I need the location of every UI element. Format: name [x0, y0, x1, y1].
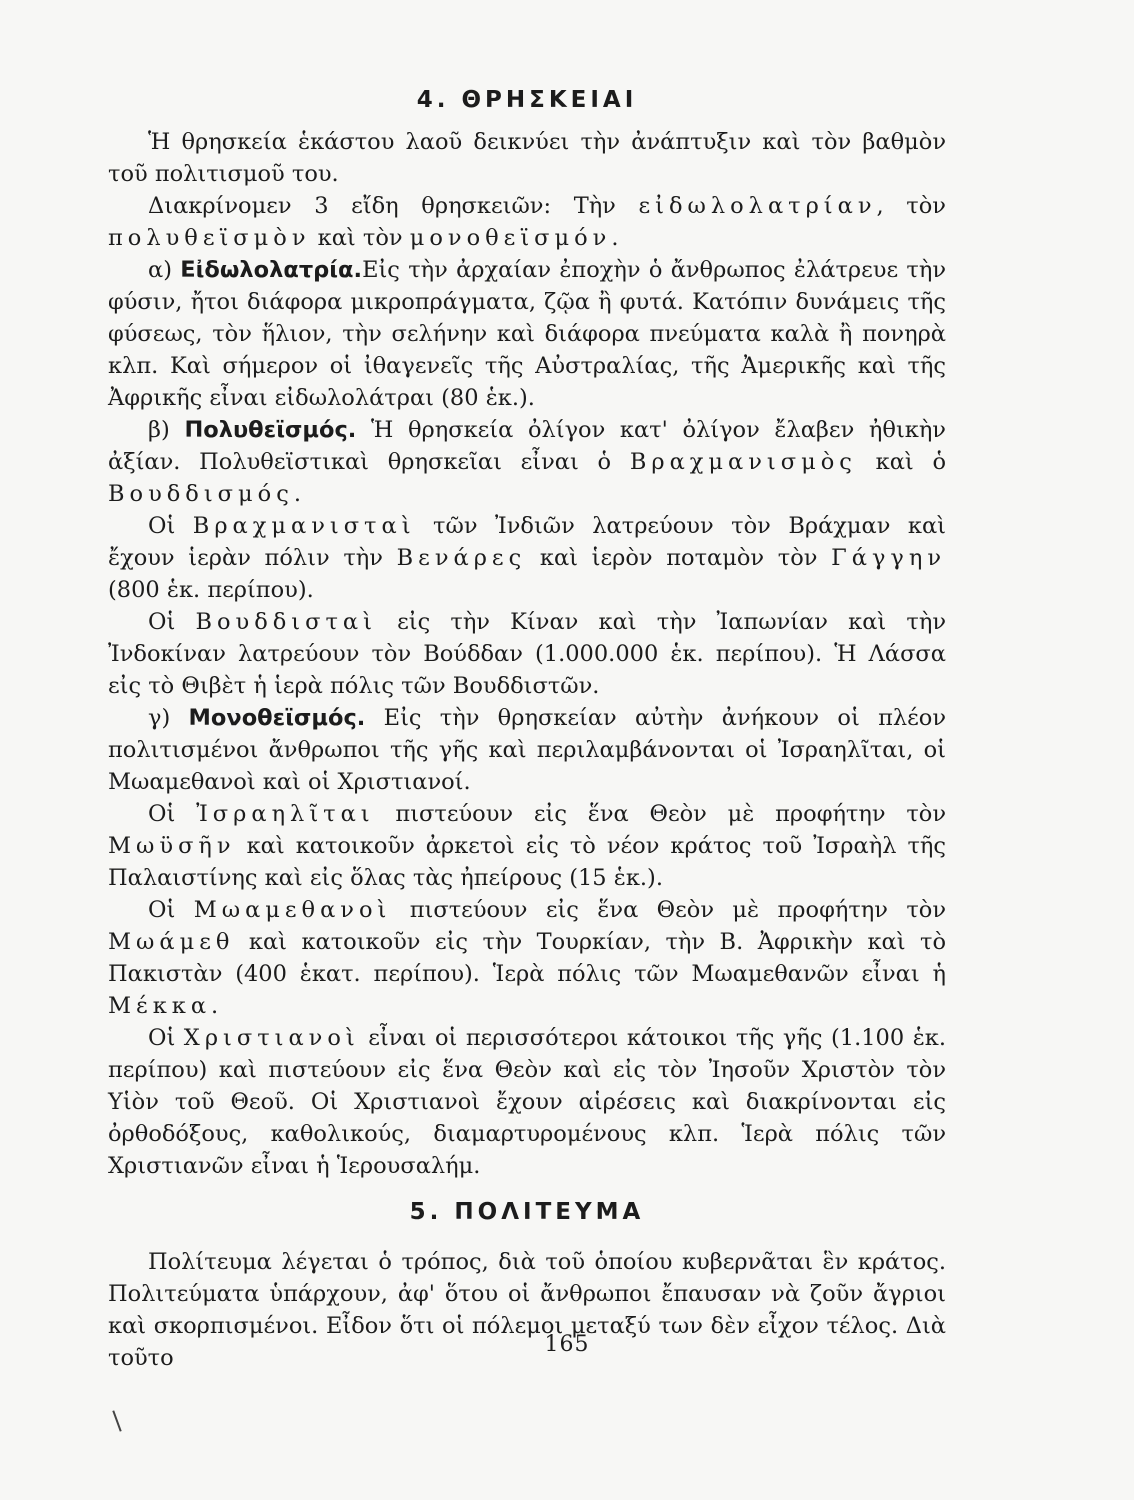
paragraph-kinds	[108, 190, 946, 254]
mos-text-g: .	[211, 993, 219, 1019]
kinds-text-a: Διακρίνομεν 3 εἴδη θρησκειῶν: Τὴν	[148, 193, 639, 219]
term-brahmanism: Βραχμανισμὸς	[629, 449, 857, 475]
term-muhammad: Μωάμεθ	[108, 929, 235, 955]
term-muslims: Μωαμεθανοὶ	[193, 897, 392, 923]
mos-text-e: καὶ κατοικοῦν εἰς τὴν Τουρκίαν, τὴν Β. Ἀφρικὴν καὶ τὸ Πακιστὰν (400 ἑκατ. περίπου). Ἱερὰ πόλις τῶν Μωαμεθανῶν εἶναι ἡ	[108, 929, 946, 987]
term-israelites: Ἰσραηλῖται	[196, 801, 375, 827]
heading-idolatry: Εἰδωλολατρία.	[180, 257, 363, 283]
bud-text-c: εἰς τὴν Κίναν καὶ τὴν Ἰαπωνίαν καὶ τὴν Ἰνδοκίναν λατρεύουν τὸν Βούδδαν (1.000.000 ἑκ. περίπου). Ἡ Λάσσα εἰς τὸ Θιβὲτ ἡ ἱερὰ πόλις τῶν Βουδδιστῶν.	[108, 609, 946, 699]
term-ganges: Γάγγην	[831, 545, 946, 571]
paragraph-monotheism	[108, 702, 946, 798]
term-buddhists: Βουδδισταὶ	[195, 609, 377, 635]
chr-text-c: εἶναι οἱ περισσότεροι κάτοικοι τῆς γῆς (1.100 ἑκ. περίπου) καὶ πιστεύουν εἰς ἕνα Θεὸν καὶ εἰς τὸν Ἰησοῦν Χριστὸν τὸν Υἱὸν τοῦ Θεοῦ. Οἱ Χριστιανοὶ ἔχουν αἱρέσεις καὶ διακρίνονται εἰς ὀρθοδόξους, καθολικούς, διαμαρτυρομένους κλπ. Ἱερὰ πόλις τῶν Χριστιανῶν εἶναι ἡ Ἱερουσαλήμ.	[108, 1025, 946, 1179]
paragraph-idolatry	[108, 254, 946, 414]
pencil-mark	[112, 1410, 121, 1431]
chr-text-a: Οἱ	[148, 1025, 184, 1051]
kinds-text-g: .	[611, 225, 619, 251]
monotheism-text: Εἰς τὴν θρησκείαν αὐτὴν ἀνήκουν οἱ πλέον πολιτισμένοι ἄνθρωποι τῆς γῆς καὶ περιλαμβάνονται οἱ Ἰσραηλῖται, οἱ Μωαμεθανοὶ καὶ οἱ Χριστιανοί.	[108, 705, 946, 795]
intro-text: Ἡ θρησκεία ἑκάστου λαοῦ δεικνύει τὴν ἀνάπτυξιν καὶ τὸν βαθμὸν τοῦ πολιτισμοῦ του.	[108, 129, 946, 187]
kinds-text-c: , τὸν	[876, 193, 946, 219]
polity-text: Πολίτευμα λέγεται ὁ τρόπος, διὰ τοῦ ὁποίου κυβερνᾶται ἓν κράτος. Πολιτεύματα ὑπάρχουν, ἀφ' ὅτου οἱ ἄνθρωποι ἔπαυσαν νὰ ζοῦν ἄγριοι καὶ σκορπισμένοι. Εἶδον ὅτι οἱ πόλεμοι μεταξύ των δὲν εἶχον τέλος. Διὰ τοῦτο	[108, 1249, 946, 1371]
page-number: 165	[544, 1332, 590, 1357]
page-text	[108, 78, 946, 1374]
item-label-a: α)	[148, 257, 181, 283]
term-moses: Μωϋσῆν	[108, 833, 236, 859]
polytheism-text-a: Ἡ θρησκεία ὀλίγον κατ' ὀλίγον ἔλαβεν ἠθικὴν ἀξίαν. Πολυθεϊστικαὶ θρησκεῖαι εἶναι ὁ	[108, 417, 946, 475]
polytheism-text-c: καὶ ὁ	[856, 449, 946, 475]
section-5-title: 5. ΠΟΛΙΤΕΥΜΑ	[409, 1199, 645, 1225]
term-monotheism: μονοθεϊσμόν	[409, 225, 612, 251]
paragraph-muslims	[108, 894, 946, 1022]
term-polytheism: πολυθεϊσμὸν	[108, 225, 311, 251]
item-label-b: β)	[148, 417, 185, 443]
term-mecca: Μέκκα	[108, 993, 212, 1019]
paragraph-intro	[108, 126, 946, 190]
brahm-text-g: (800 ἑκ. περίπου).	[108, 577, 314, 603]
paragraph-brahmanists	[108, 510, 946, 606]
term-christians: Χριστιανοὶ	[183, 1025, 360, 1051]
term-buddhism: Βουδδισμός	[108, 481, 294, 507]
isr-text-e: καὶ κατοικοῦν ἀρκετοὶ εἰς τὸ νέον κράτος τοῦ Ἰσραὴλ τῆς Παλαιστίνης καὶ εἰς ὅλας τὰς ἠπείρους (15 ἑκ.).	[108, 833, 946, 891]
term-idolatry: εἰδωλολατρίαν	[638, 193, 877, 219]
idolatry-text: Εἰς τὴν ἀρχαίαν ἐποχὴν ὁ ἄνθρωπος ἐλάτρευε τὴν φύσιν, ἤτοι διάφορα μικροπράγματα, ζῷα ἢ φυτά. Κατόπιν δυνάμεις τῆς φύσεως, τὸν ἥλιον, τὴν σελήνην καὶ διάφορα πνεύματα καλὰ ἢ πονηρὰ κλπ. Καὶ σήμερον οἱ ἰθαγενεῖς τῆς Αὐστραλίας, τῆς Ἀμερικῆς καὶ τῆς Ἀφρικῆς εἶναι εἰδωλολάτραι (80 ἑκ.).	[108, 257, 947, 411]
isr-text-c: πιστεύουν εἰς ἕνα Θεὸν μὲ προφήτην τὸν	[374, 801, 947, 827]
mos-text-c: πιστεύουν εἰς ἕνα Θεὸν μὲ προφήτην τὸν	[391, 897, 947, 923]
brahm-text-e: καὶ ἱερὸν ποταμὸν τὸν	[526, 545, 832, 571]
term-brahmanists: Βραχμανισταὶ	[192, 513, 416, 539]
paragraph-christians	[108, 1022, 946, 1182]
paragraph-buddhists	[108, 606, 946, 702]
paragraph-polytheism	[108, 414, 946, 510]
heading-polytheism: Πολυθεϊσμός.	[184, 417, 357, 443]
brahm-text-a: Οἱ	[148, 513, 193, 539]
item-label-c: γ)	[148, 705, 189, 731]
mos-text-a: Οἱ	[148, 897, 194, 923]
section-4-title: 4. ΘΡΗΣΚΕΙΑΙ	[416, 87, 638, 113]
brahm-text-c: τῶν Ἰνδιῶν λατρεύουν τὸν Βράχμαν καὶ ἔχουν ἱερὰν πόλιν τὴν	[108, 513, 946, 571]
heading-monotheism: Μονοθεϊσμός.	[188, 705, 366, 731]
kinds-text-e: καὶ τὸν	[310, 225, 410, 251]
paragraph-israelites	[108, 798, 946, 894]
term-benares: Βενάρες	[396, 545, 527, 571]
isr-text-a: Οἱ	[148, 801, 197, 827]
bud-text-a: Οἱ	[148, 609, 196, 635]
polytheism-text-e: .	[293, 481, 301, 507]
